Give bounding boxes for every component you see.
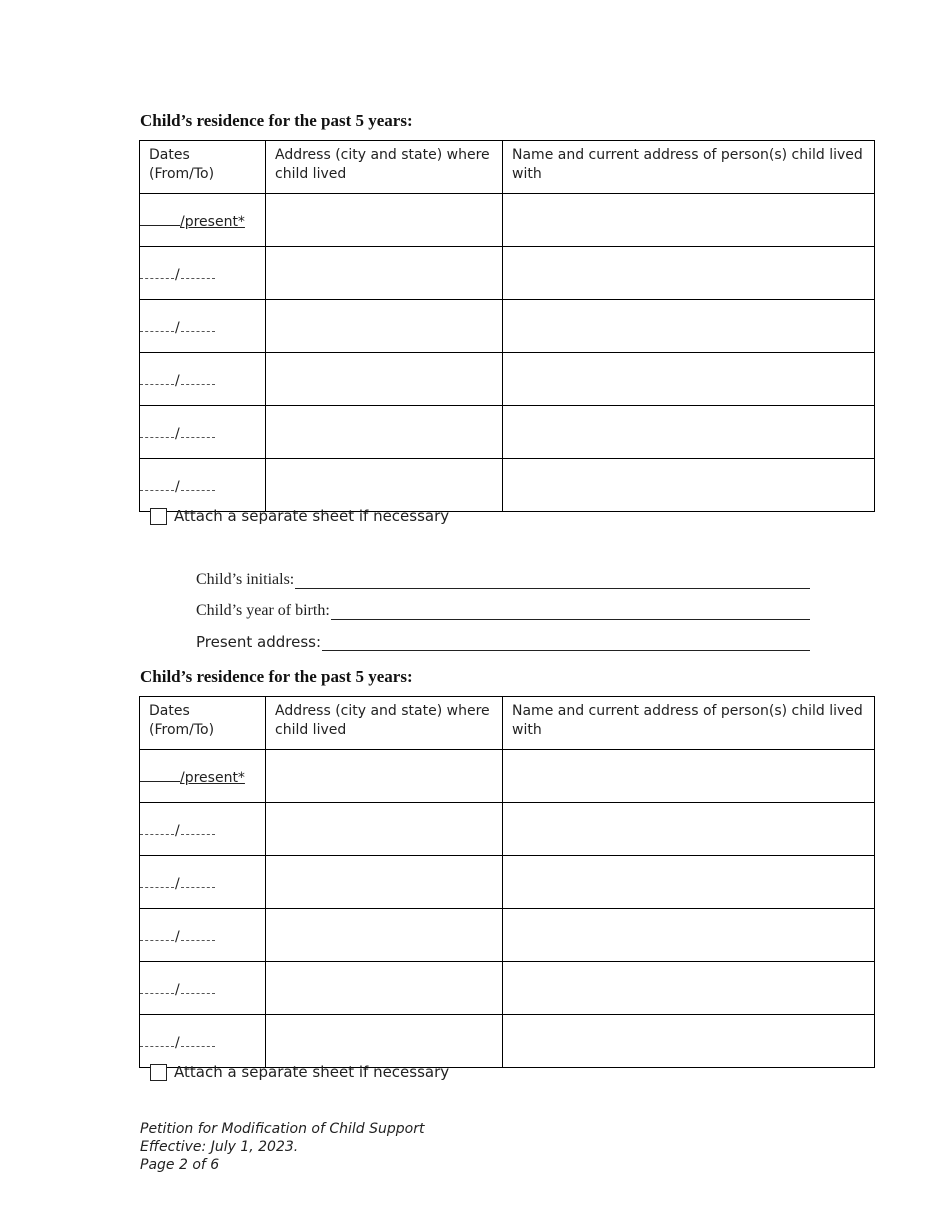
table-row — [140, 750, 875, 803]
column-header-person: Name and current address of person(s) child lived with — [503, 697, 875, 750]
child-year-of-birth-label: Child’s year of birth: — [196, 602, 330, 619]
section-title-2: Child’s residence for the past 5 years: — [140, 667, 413, 686]
person-cell[interactable] — [503, 856, 875, 909]
person-cell[interactable] — [503, 1015, 875, 1068]
present-address-input[interactable] — [322, 636, 810, 651]
address-cell[interactable] — [266, 353, 503, 406]
date-cell-present[interactable]: /present* — [140, 750, 266, 803]
date-cell[interactable]: / — [140, 803, 266, 856]
child-initials-label: Child’s initials: — [196, 571, 295, 588]
table-row — [140, 406, 875, 459]
address-cell[interactable] — [266, 406, 503, 459]
attach-sheet-option-2 — [150, 1063, 449, 1081]
person-cell[interactable] — [503, 247, 875, 300]
address-cell[interactable] — [266, 194, 503, 247]
person-cell[interactable] — [503, 909, 875, 962]
address-cell[interactable] — [266, 459, 503, 512]
date-cell[interactable]: / — [140, 353, 266, 406]
address-cell[interactable] — [266, 803, 503, 856]
column-header-address: Address (city and state) where child lived — [266, 141, 503, 194]
person-cell[interactable] — [503, 300, 875, 353]
address-cell[interactable] — [266, 750, 503, 803]
table-row — [140, 962, 875, 1015]
present-address-label: Present address: — [196, 633, 322, 651]
date-cell[interactable]: / — [140, 459, 266, 512]
date-cell[interactable]: / — [140, 300, 266, 353]
child-initials-input[interactable] — [295, 574, 810, 589]
person-cell[interactable] — [503, 406, 875, 459]
table-row — [140, 353, 875, 406]
footer-page-number: Page 2 of 6 — [140, 1157, 220, 1173]
attach-sheet-option-1 — [150, 507, 449, 525]
address-cell[interactable] — [266, 909, 503, 962]
table-row — [140, 1015, 875, 1068]
table-row — [140, 856, 875, 909]
date-cell[interactable]: / — [140, 909, 266, 962]
column-header-address: Address (city and state) where child lived — [266, 697, 503, 750]
date-cell[interactable]: / — [140, 1015, 266, 1068]
table-row — [140, 247, 875, 300]
table-row — [140, 803, 875, 856]
date-cell-present[interactable]: /present* — [140, 194, 266, 247]
footer-effective-date: Effective: July 1, 2023. — [140, 1139, 299, 1155]
attach-sheet-checkbox-2[interactable] — [150, 1064, 167, 1081]
person-cell[interactable] — [503, 459, 875, 512]
footer-form-name: Petition for Modification of Child Support — [140, 1121, 425, 1137]
address-cell[interactable] — [266, 856, 503, 909]
table-row — [140, 909, 875, 962]
attach-sheet-checkbox-1[interactable] — [150, 508, 167, 525]
date-cell[interactable]: / — [140, 406, 266, 459]
column-header-dates: Dates (From/To) — [140, 141, 266, 194]
child-initials-field — [196, 571, 810, 589]
address-cell[interactable] — [266, 300, 503, 353]
person-cell[interactable] — [503, 803, 875, 856]
address-cell[interactable] — [266, 1015, 503, 1068]
column-header-person: Name and current address of person(s) child lived with — [503, 141, 875, 194]
table-row — [140, 459, 875, 512]
attach-sheet-label: Attach a separate sheet if necessary — [174, 507, 450, 525]
person-cell[interactable] — [503, 962, 875, 1015]
person-cell[interactable] — [503, 194, 875, 247]
table-header-row — [140, 697, 875, 750]
date-cell[interactable]: / — [140, 247, 266, 300]
table-row — [140, 300, 875, 353]
residence-table-1 — [139, 140, 875, 512]
child-year-of-birth-field — [196, 602, 810, 620]
table-header-row — [140, 141, 875, 194]
person-cell[interactable] — [503, 353, 875, 406]
date-cell[interactable]: / — [140, 856, 266, 909]
present-address-field — [196, 633, 810, 651]
address-cell[interactable] — [266, 962, 503, 1015]
page-footer — [140, 1120, 424, 1174]
attach-sheet-label: Attach a separate sheet if necessary — [174, 1063, 450, 1081]
person-cell[interactable] — [503, 750, 875, 803]
address-cell[interactable] — [266, 247, 503, 300]
child-year-of-birth-input[interactable] — [331, 605, 810, 620]
column-header-dates: Dates (From/To) — [140, 697, 266, 750]
table-row — [140, 194, 875, 247]
residence-table-2 — [139, 696, 875, 1068]
section-title-1: Child’s residence for the past 5 years: — [140, 111, 413, 130]
date-cell[interactable]: / — [140, 962, 266, 1015]
